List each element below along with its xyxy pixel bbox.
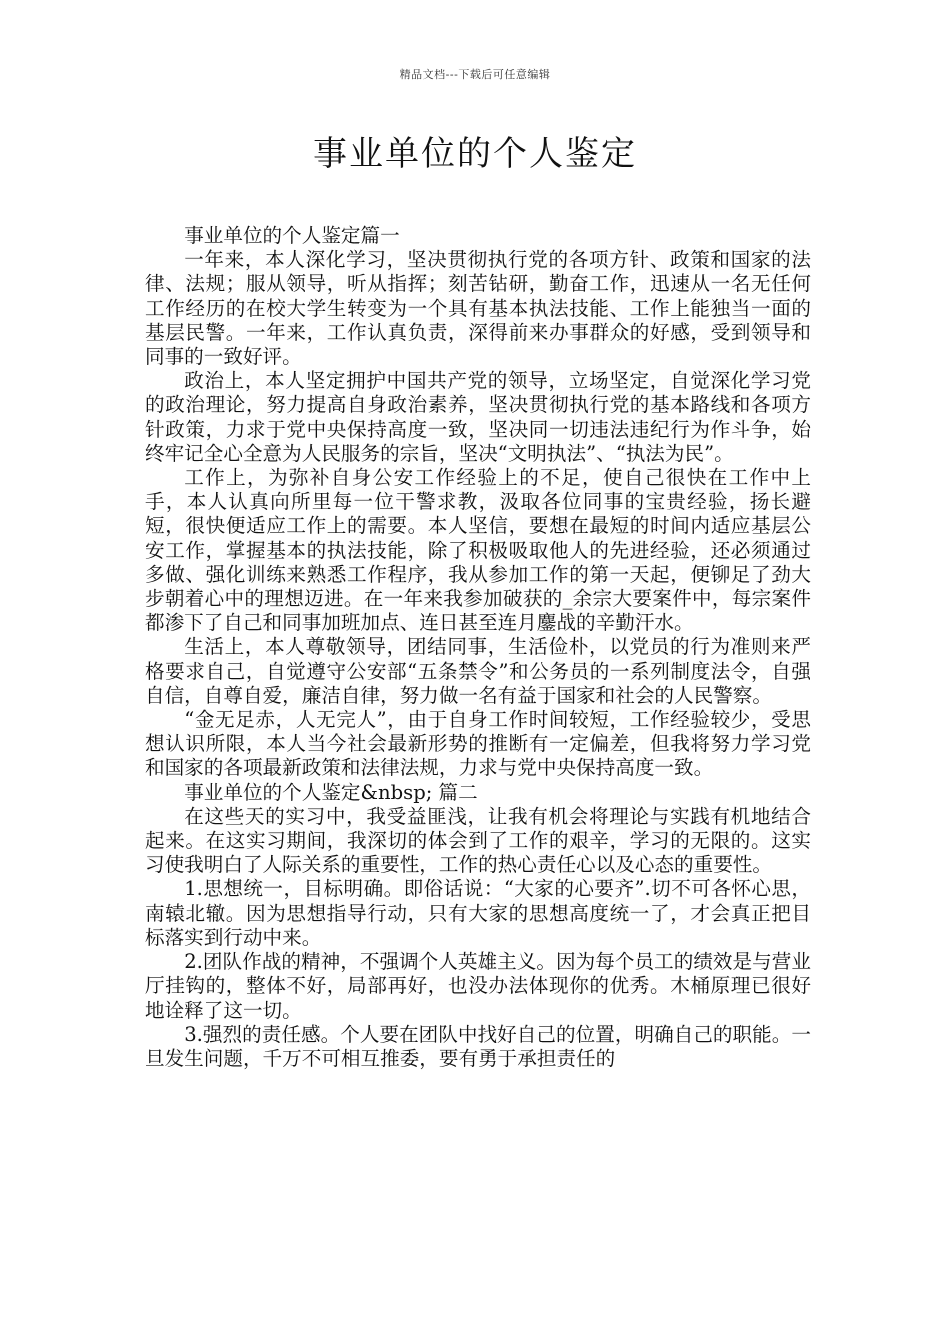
paragraph: 生活上，本人尊敬领导，团结同事，生活俭朴，以党员的行为准则来严格要求自己，自觉遵守公安部“五条禁令”和公务员的一系列制度法令，自强自信，自尊自爱，廉洁自律，努力做一名有益于国家和社会的人民警察。 (145, 635, 811, 707)
paragraph: 一年来，本人深化学习，坚决贯彻执行党的各项方针、政策和国家的法律、法规；服从领导，听从指挥；刻苦钻研，勤奋工作，迅速从一名无任何工作经历的在校大学生转变为一个具有基本执法技能、工作上能独当一面的基层民警。一年来，工作认真负责，深得前来办事群众的好感，受到领导和同事的一致好评。 (145, 248, 811, 369)
paragraph: “金无足赤，人无完人”，由于自身工作时间较短，工作经验较少，受思想认识所限，本人当今社会最新形势的推断有一定偏差，但我将努力学习党和国家的各项最新政策和法律法规，力求与党中央保持高度一致。 (145, 708, 811, 780)
section-heading-1: 事业单位的个人鉴定篇一 (184, 224, 400, 247)
list-item: 1.思想统一，目标明确。即俗话说：“大家的心要齐”.切不可各怀心思，南辕北辙。因为思想指导行动，只有大家的思想高度统一了，才会真正把目标落实到行动中来。 (145, 877, 811, 949)
header-note: 精品文档---下载后可任意编辑 (399, 68, 551, 81)
document-title: 事业单位的个人鉴定 (313, 134, 637, 174)
paragraph: 政治上，本人坚定拥护中国共产党的领导，立场坚定，自觉深化学习党的政治理论，努力提高自身政治素养，坚决贯彻执行党的基本路线和各项方针政策，力求于党中央保持高度一致，坚决同一切违法违纪行为作斗争，始终牢记全心全意为人民服务的宗旨，坚决“文明执法”、“执法为民”。 (145, 369, 811, 465)
paragraph: 工作上，为弥补自身公安工作经验上的不足，使自己很快在工作中上手，本人认真向所里每一位干警求教，汲取各位同事的宝贵经验，扬长避短，很快便适应工作上的需要。本人坚信，要想在最短的时间内适应基层公安工作，掌握基本的执法技能，除了积极吸取他人的先进经验，还必须通过多做、强化训练来熟悉工作程序，我从参加工作的第一天起，便铆足了劲大步朝着心中的理想迈进。在一年来我参加破获的_余宗大要案件中，每宗案件都渗下了自己和同事加班加点、连日甚至连月鏖战的辛勤汗水。 (145, 466, 811, 635)
section-heading-2: 事业单位的个人鉴定&nbsp; 篇二 (184, 780, 478, 804)
list-item: 3.强烈的责任感。个人要在团队中找好自己的位置，明确自己的职能。一旦发生问题，千万不可相互推委，要有勇于承担责任的 (145, 1022, 811, 1070)
list-item: 2.团队作战的精神，不强调个人英雄主义。因为每个员工的绩效是与营业厅挂钩的，整体不好，局部再好，也没办法体现你的优秀。木桶原理已很好地诠释了这一切。 (145, 950, 811, 1022)
document-body (145, 224, 811, 1071)
paragraph: 在这些天的实习中，我受益匪浅，让我有机会将理论与实践有机地结合起来。在这实习期间，我深切的体会到了工作的艰辛，学习的无限的。这实习使我明白了人际关系的重要性，工作的热心责任心以及心态的重要性。 (145, 804, 811, 877)
